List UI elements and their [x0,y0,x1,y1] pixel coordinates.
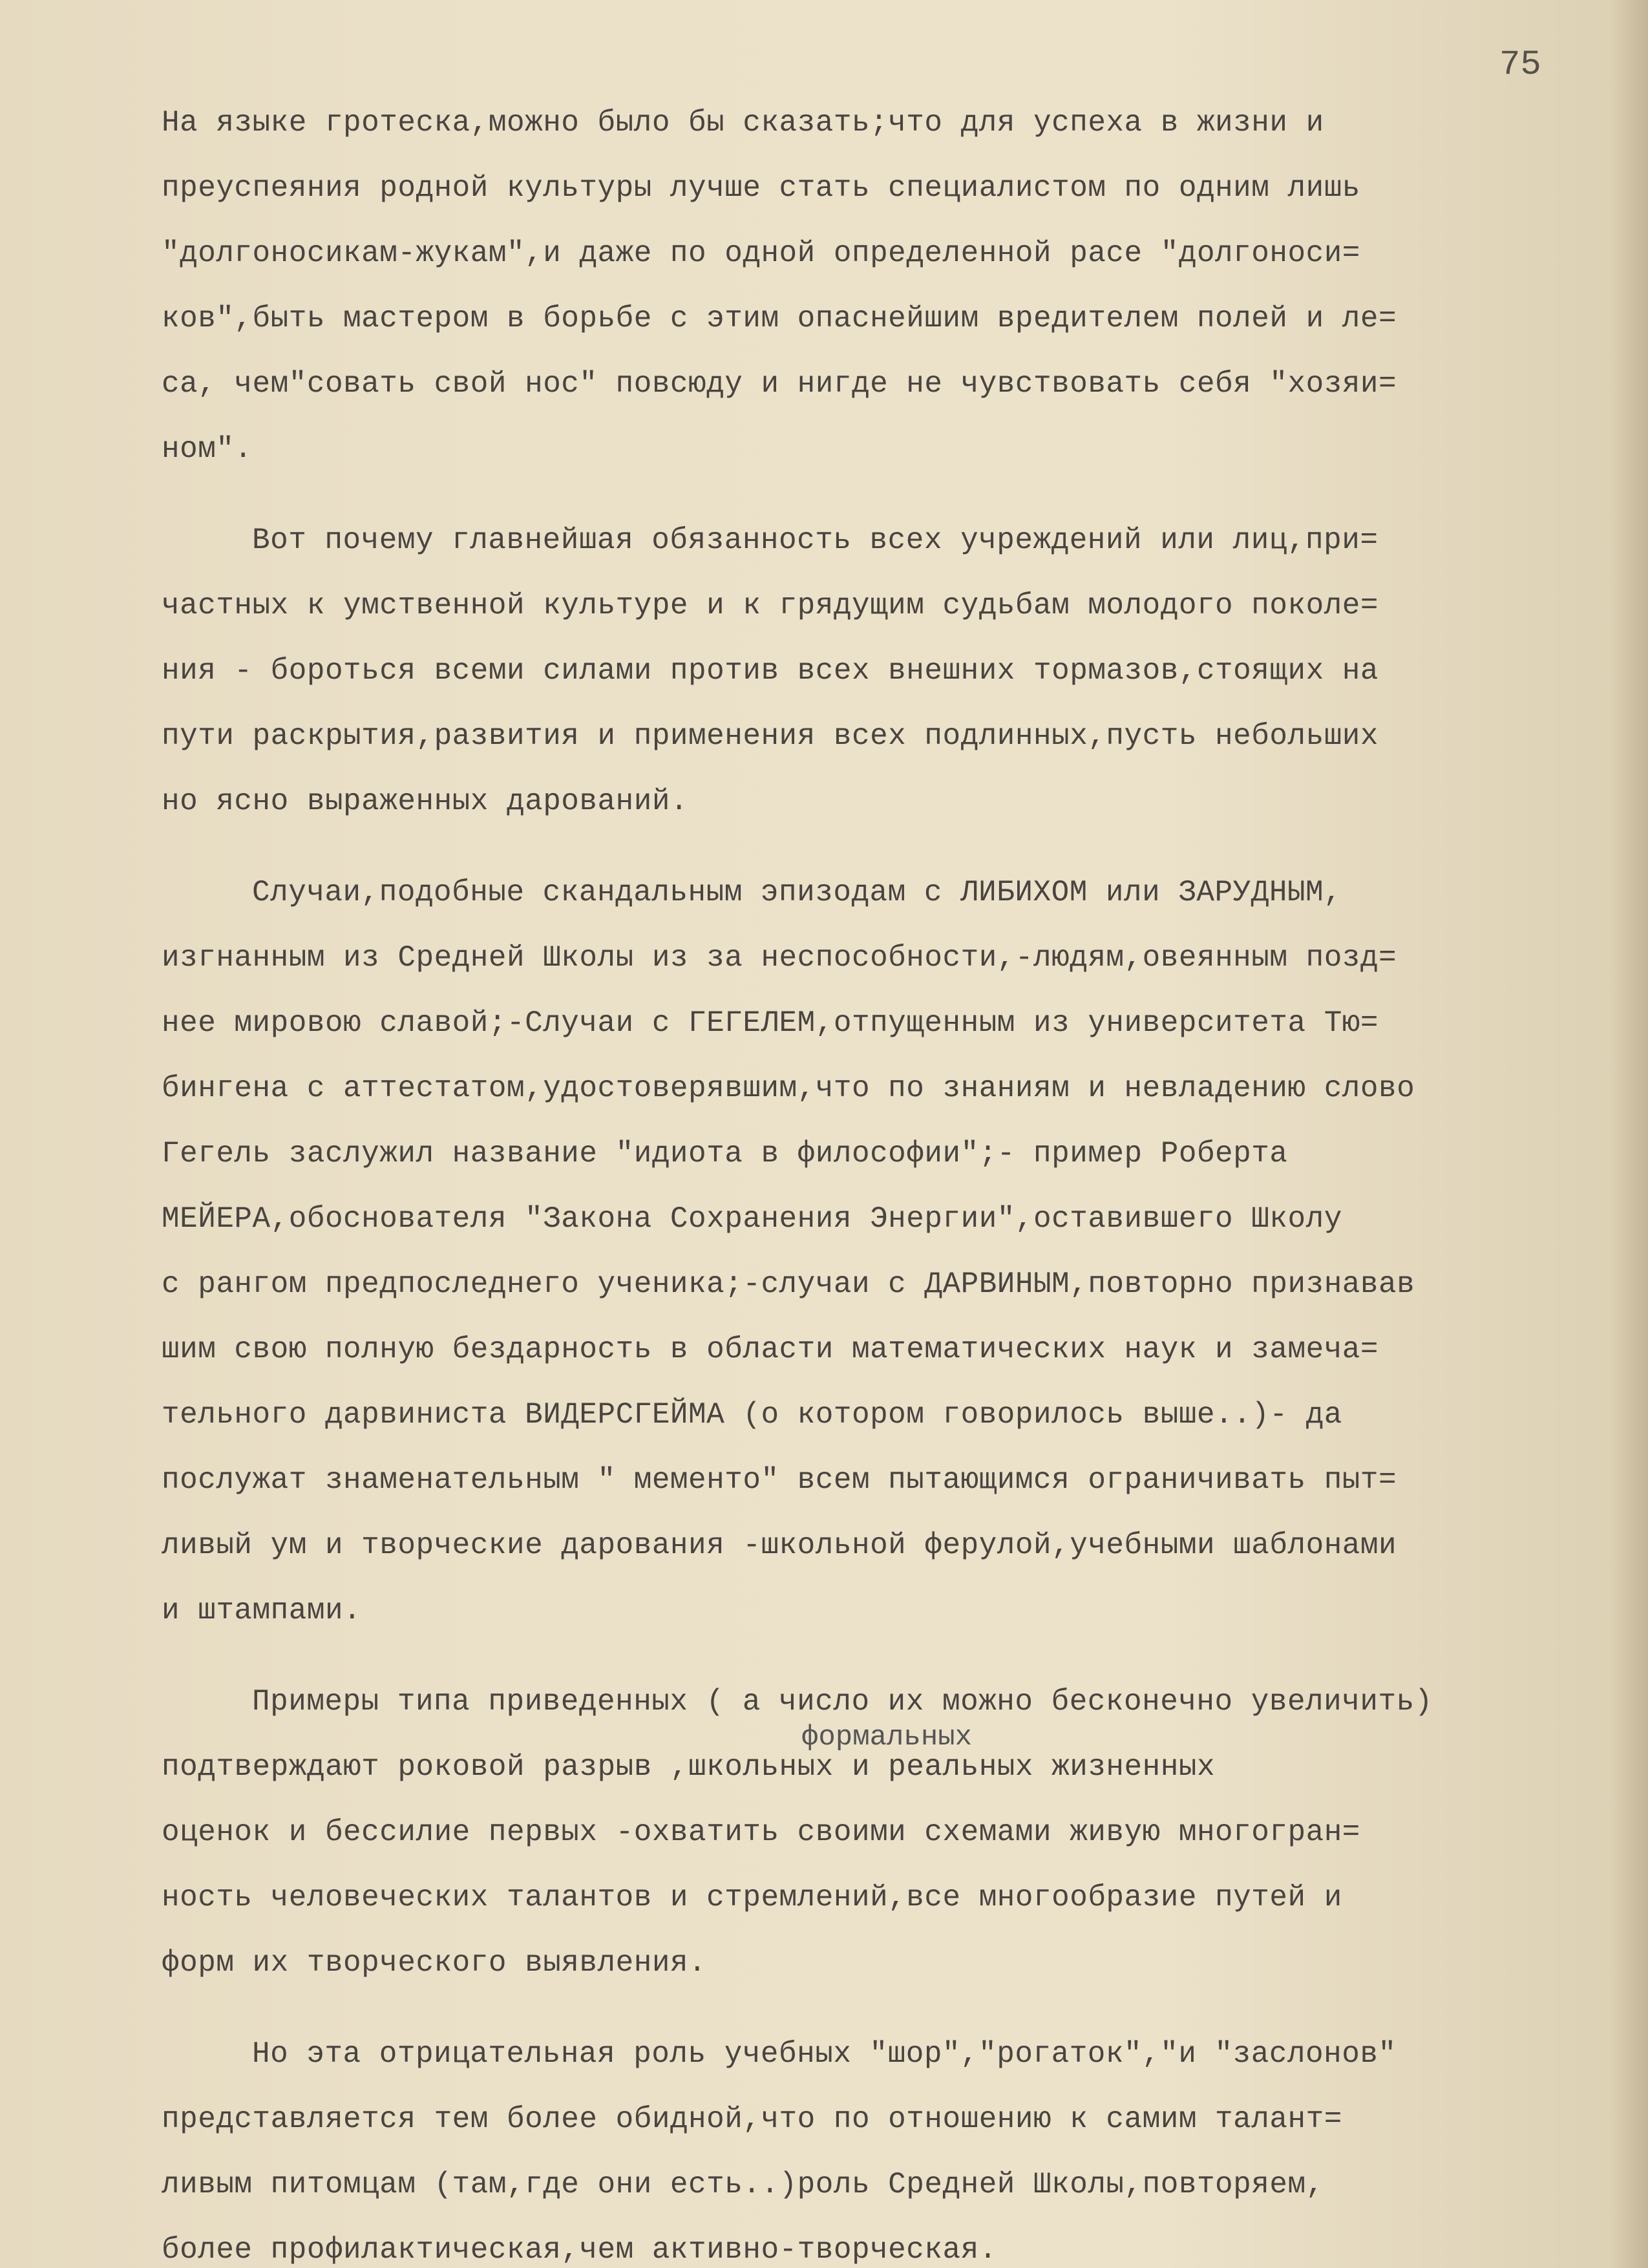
text-line: ность человеческих талантов и стремлений,все многообразие путей и [162,1881,1342,1914]
text-line: Гегель заслужил название "идиота в философии";- пример Роберта [162,1137,1288,1171]
text-line: Вот почему главнейшая обязанность всех учреждений или лиц,при= [252,524,1379,557]
text-line: МЕЙЕРА,обоснователя "Закона Сохранения Энергии",оставившего Школу [162,1202,1342,1236]
text-line: тельного дарвиниста ВИДЕРСГЕЙМА (о котором говорилось выше..)- да [162,1398,1342,1432]
text-line: пути раскрытия,развития и применения всех подлинных,пусть небольших [162,719,1379,753]
text-line: представляется тем более обидной,что по отношению к самим талант= [162,2103,1342,2136]
text-line: ния - бороться всеми силами против всех внешних тормазов,стоящих на [162,654,1379,688]
text-line: са, чем"совать свой нос" повсюду и нигде не чувствовать себя "хозяи= [162,367,1397,401]
paragraph-4: Примеры типа приведенных ( а число их можно бесконечно увеличить) формальных подтверждают роковой разрыв ,школьных и реальных жизненных оценок и бессилие первых -охватить своими схемами живую многогран= ность человеческих талантов и стремлений,все многообразие путей и форм их творческого выявления. [162,1669,1642,1996]
text-line: послужат знаменательным " мементо" всем пытающимся ограничивать пыт= [162,1463,1397,1497]
text-line: с рангом предпоследнего ученика;-случаи с ДАРВИНЫМ,повторно признавав [162,1267,1415,1301]
text-line: форм их творческого выявления. [162,1946,707,1980]
typewritten-text [162,90,1642,2268]
text-line: бингена с аттестатом,удостоверявшим,что по знаниям и невладению слово [162,1072,1415,1105]
text-line: ливым питомцам (там,где они есть..)роль Средней Школы,повторяем, [162,2168,1324,2201]
text-line: более профилактическая,чем активно-творческая. [162,2233,997,2267]
paragraph-3 [162,860,1642,1644]
text-line: оценок и бессилие первых -охватить своими схемами живую многогран= [162,1816,1360,1849]
text-line: подтверждают роковой разрыв ,школьных и реальных жизненных [162,1750,1216,1784]
text-line: ков",быть мастером в борьбе с этим опаснейшим вредителем полей и ле= [162,302,1397,335]
paragraph-2 [162,508,1642,834]
text-line: "долгоносикам-жукам",и даже по одной определенной расе "долгоноси= [162,237,1360,270]
paragraph-5 [162,2022,1642,2268]
text-line: На языке гротеска,можно было бы сказать;что для успеха в жизни и [162,106,1324,140]
text-line: нее мировою славой;-Случаи с ГЕГЕЛЕМ,отпущенным из университета Тю= [162,1006,1379,1040]
text-line: шим свою полную бездарность в области математических наук и замеча= [162,1333,1379,1366]
text-line: Но эта отрицательная роль учебных "шор","рогаток","и "заслонов" [252,2037,1397,2071]
page-number: 75 [1499,45,1541,85]
text-line: и штампами. [162,1594,362,1627]
text-line: Случаи,подобные скандальным эпизодам с ЛИБИХОМ или ЗАРУДНЫМ, [252,876,1342,909]
text-line: но ясно выраженных дарований. [162,785,689,818]
text-line: ном". [162,432,253,466]
text-line: частных к умственной культуре и к грядущим судьбам молодого поколе= [162,589,1379,622]
paragraph-1 [162,90,1642,482]
text-line: преуспеяния родной культуры лучше стать специалистом по одним лишь [162,171,1360,205]
text-line: ливый ум и творческие дарования -школьной ферулой,учебными шаблонами [162,1529,1397,1562]
text-line: Примеры типа приведенных ( а число их можно бесконечно увеличить) [252,1685,1433,1719]
text-line: изгнанным из Средней Школы из за неспособности,-людям,овеянным позд= [162,941,1397,975]
